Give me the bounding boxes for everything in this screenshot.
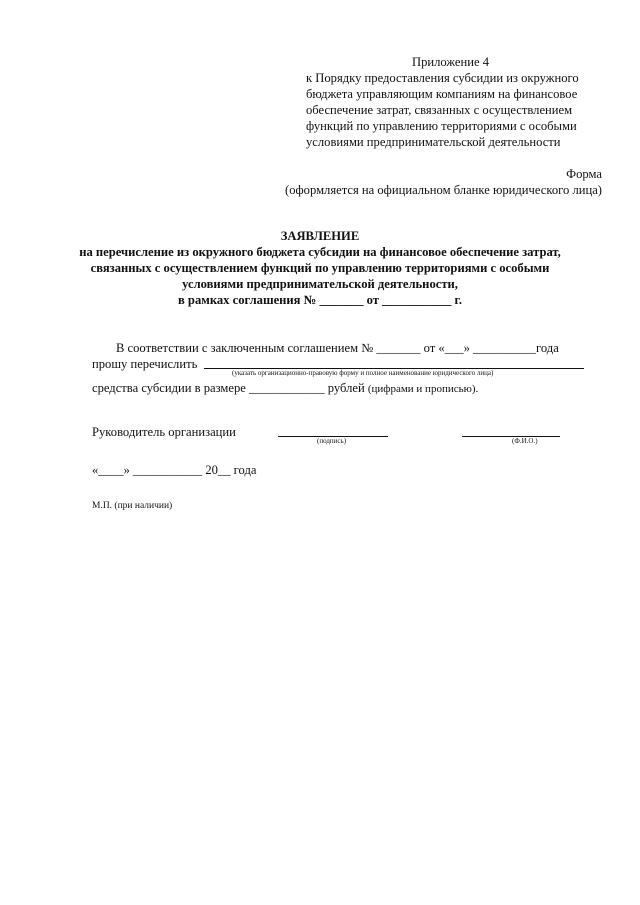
title-line: условиями предпринимательской деятельности, [182, 277, 458, 291]
name-hint: (Ф.И.О.) [512, 437, 538, 445]
appendix-line: к Порядку предоставления субсидии из окружного [306, 71, 579, 85]
form-label: Форма [566, 167, 602, 181]
appendix-line: условиями предпринимательской деятельности [306, 135, 561, 149]
amount-text: средства субсидии в размере ____________ рублей [92, 381, 365, 395]
body-line-amount [92, 380, 478, 397]
document-title: ЗАЯВЛЕНИЕ [280, 229, 360, 243]
body-line-agreement: В соответствии с заключенным соглашением № _______ от «___» __________года [116, 341, 559, 355]
head-label: Руководитель организации [92, 425, 236, 439]
date-line: «____» ___________ 20__ года [92, 463, 257, 477]
appendix-heading: Приложение 4 [412, 55, 490, 69]
title-line: связанных с осуществлением функций по управлению территориями с особыми [90, 261, 550, 275]
form-note: (оформляется на официальном бланке юридического лица) [285, 183, 602, 197]
title-line: на перечисление из окружного бюджета субсидии на финансовое обеспечение затрат, [79, 245, 561, 259]
appendix-line: обеспечение затрат, связанных с осуществлением [306, 103, 573, 117]
name-blank-line [462, 436, 560, 437]
appendix-line: бюджета управляющим компаниям на финансовое [306, 87, 578, 101]
title-line: в рамках соглашения № _______ от ___________ г. [177, 293, 463, 307]
body-line-request: прошу перечислить [92, 357, 198, 371]
appendix-text [306, 70, 602, 150]
stamp-note: М.П. (при наличии) [92, 501, 173, 511]
amount-note: (цифрами и прописью). [367, 383, 479, 395]
appendix-line: функций по управлению территориями с особыми [306, 119, 577, 133]
recipient-hint: (указать организационно-правовую форму и полное наименование юридического лица) [232, 369, 494, 377]
signature-hint: (подпись) [317, 437, 347, 445]
